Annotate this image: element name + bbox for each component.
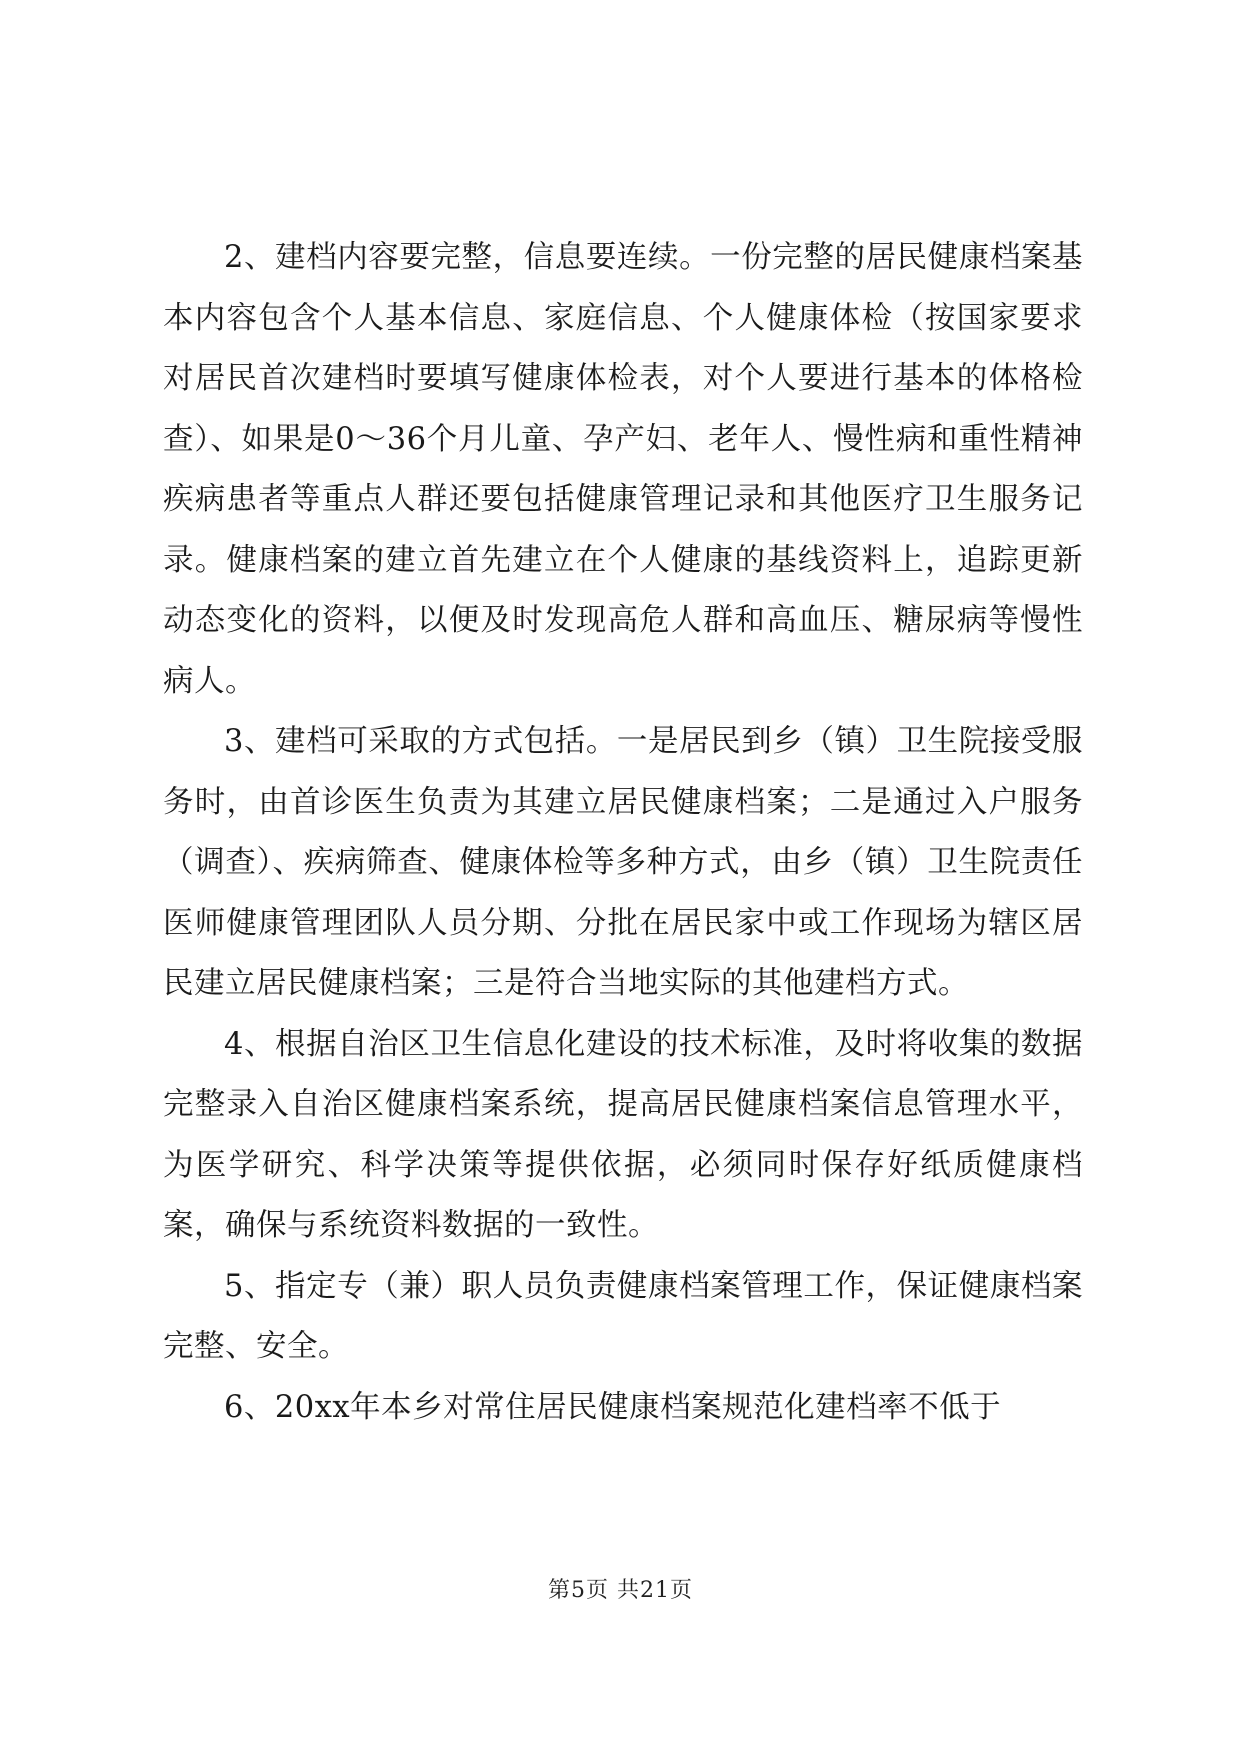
paragraph-item-2: 2、建档内容要完整，信息要连续。一份完整的居民健康档案基本内容包含个人基本信息、家庭信息、个人健康体检（按国家要求对居民首次建档时要填写健康体检表，对个人要进行基本的体格检查）、如果是0～36个月儿童、孕产妇、老年人、慢性病和重性精神疾病患者等重点人群还要包括健康管理记录和其他医疗卫生服务记录。健康档案的建立首先建立在个人健康的基线资料上，追踪更新动态变化的资料，以便及时发现高危人群和高血压、糖尿病等慢性病人。 xyxy=(163,240,1083,699)
document-body xyxy=(163,228,1083,1438)
paragraph-item-5: 5、指定专（兼）职人员负责健康档案管理工作，保证健康档案完整、安全。 xyxy=(163,1268,1083,1364)
paragraph-item-4: 4、根据自治区卫生信息化建设的技术标准，及时将收集的数据完整录入自治区健康档案系统，提高居民健康档案信息管理水平，为医学研究、科学决策等提供依据，必须同时保存好纸质健康档案，确保与系统资料数据的一致性。 xyxy=(163,1026,1083,1243)
paragraph-item-6: 6、20xx年本乡对常住居民健康档案规范化建档率不低于 xyxy=(224,1389,1002,1425)
paragraph-item-3: 3、建档可采取的方式包括。一是居民到乡（镇）卫生院接受服务时，由首诊医生负责为其建立居民健康档案；二是通过入户服务（调查）、疾病筛查、健康体检等多种方式，由乡（镇）卫生院责任医师健康管理团队人员分期、分批在居民家中或工作现场为辖区居民建立居民健康档案；三是符合当地实际的其他建档方式。 xyxy=(163,724,1083,1001)
page-number-footer: 第5页 共21页 xyxy=(548,1578,693,1603)
